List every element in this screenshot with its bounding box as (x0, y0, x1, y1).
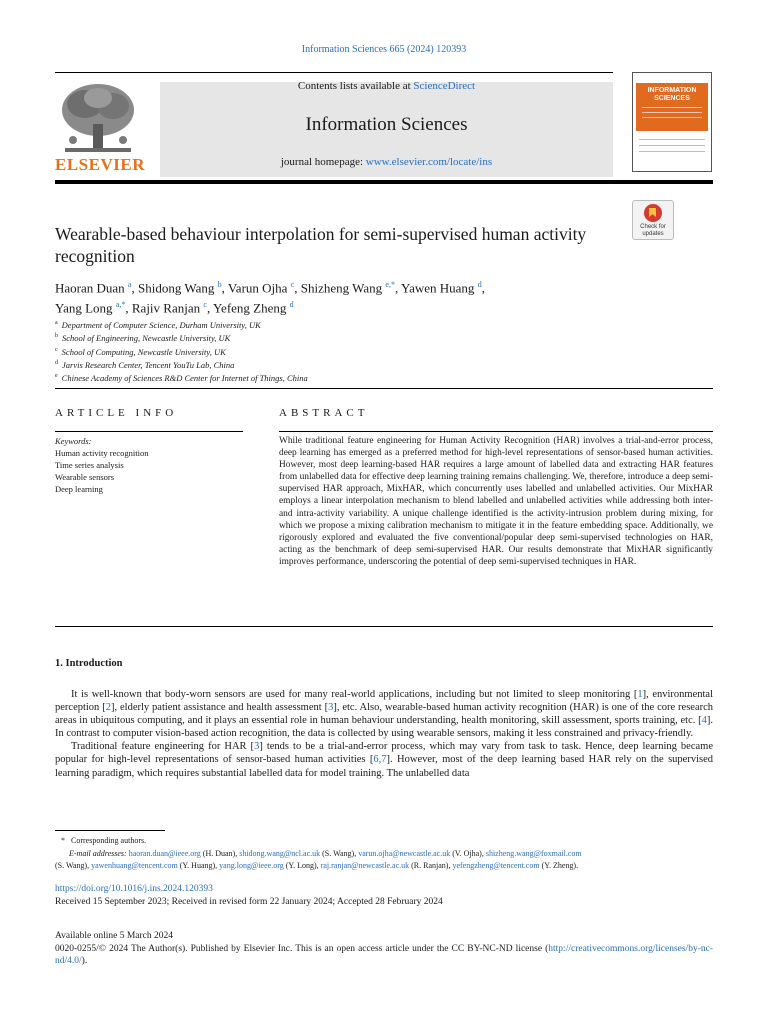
abstract-text: While traditional feature engineering for Human Activity Recognition (HAR) involves a trial-and-error process, deep learning has emerged as a preferred method for high-level representations of sensor-based human activities. However, most deep learning-based HAR requires a large amount of labelled data and extracting HAR features from unlabelled data for effective deep learning training remains challenging. We, therefore, introduce a deep semi-supervised HAR approach, MixHAR, which concurrently uses labelled and unlabelled activities. Our MixHAR employs a linear interpolation mechanism to blend labelled and unlabelled activities while addressing both inter- and intra-activity variability. A unique challenge identified is the activity-intrusion problem during mixing, for which we propose a mixing calibration mechanism to mitigate it in the feature embedding space. Additionally, we rigorously explored and evaluated the five conventional/popular deep semi-supervised technologies on HAR, acting as the benchmark of deep semi-supervised HAR. Our results demonstrate that MixHAR significantly improves performance, underscoring the potential of deep semi-supervised techniques in HAR. (279, 436, 713, 567)
keyword-item: Wearable sensors (55, 472, 115, 482)
keyword-item: Time series analysis (55, 460, 124, 470)
affiliation-key: a (55, 320, 58, 326)
email-link[interactable]: haoran.duan@ieee.org (128, 848, 201, 858)
citation-ref-link[interactable]: 3 (328, 702, 334, 714)
affiliation-text: Jarvis Research Center, Tencent YouTu Lab, China (62, 359, 235, 370)
email-link[interactable]: varun.ojha@newcastle.ac.uk (358, 848, 451, 858)
affiliation-key: d (55, 359, 58, 366)
abstract-end-rule (55, 626, 713, 627)
license-link[interactable]: http://creativecommons.org/licenses/by-nc-nd/4.0/ (55, 943, 713, 966)
footnote-rule (55, 830, 165, 831)
email-link[interactable]: yang.long@ieee.org (219, 861, 284, 870)
keyword-item: Deep learning (55, 484, 103, 494)
publication-history (55, 883, 713, 908)
cover-title: INFORMATION SCIENCES (647, 87, 697, 102)
license-block (55, 930, 713, 968)
cover-orange-panel (636, 83, 708, 131)
affiliation-text: School of Engineering, Newcastle University, UK (62, 333, 231, 344)
sciencedirect-link[interactable]: ScienceDirect (413, 80, 476, 92)
corresponding-note: * Corresponding authors. (55, 836, 147, 845)
introduction-paragraph: Traditional feature engineering for HAR [3] tends to be a trial-and-error process, which may vary from task to task. Hence, deep learning became popular for high-level representations of sensor-based human activities [6,7]. However, most of the deep learning based HAR rely on the supervised learning paradigm, which requires substantial labelled data for model training. The unlabelled data (55, 741, 713, 779)
author-affiliation-marker[interactable]: a (127, 280, 132, 289)
email-link[interactable]: shidong.wang@ncl.ac.uk (239, 848, 321, 858)
check-for-updates-label: Check for updates (640, 224, 666, 237)
citation-ref-link[interactable]: 1 (637, 689, 643, 700)
affiliation-item (55, 345, 655, 358)
author-name: Varun Ojha (227, 280, 288, 296)
author-name: Yawen Huang (401, 280, 475, 296)
citation-ref-link[interactable]: 2 (105, 702, 111, 714)
citation-ref-link[interactable]: 3 (254, 741, 260, 753)
header-rule (55, 72, 613, 73)
author-affiliation-marker[interactable]: c (290, 280, 295, 289)
cover-bottom-lines (639, 139, 705, 157)
homepage-link[interactable]: www.elsevier.com/locate/ins (365, 156, 493, 168)
email-link[interactable]: yawenhuang@tencent.com (91, 861, 178, 870)
affiliation-item (55, 331, 655, 344)
affiliation-key: c (55, 346, 58, 353)
author-name: Shizheng Wang (300, 280, 383, 296)
contents-prefix: Contents lists available at (297, 80, 414, 92)
bookmark-icon (644, 204, 662, 222)
introduction-body (55, 688, 713, 780)
email-link[interactable]: raj.ranjan@newcastle.ac.uk (320, 861, 410, 870)
author-affiliation-marker[interactable]: d (289, 300, 294, 310)
affiliation-text: School of Computing, Newcastle University, UK (61, 346, 226, 357)
author-affiliation-marker[interactable]: b (217, 280, 222, 289)
abstract-rule (279, 431, 713, 432)
author-affiliation-marker[interactable]: d (477, 280, 482, 289)
author-name: Yang Long (55, 300, 113, 316)
header-rule-thick (55, 180, 713, 184)
homepage-prefix: journal homepage: (280, 156, 366, 168)
footnotes (55, 835, 713, 873)
doi-link[interactable]: https://doi.org/10.1016/j.ins.2024.120393 (55, 884, 213, 894)
email-link[interactable]: shizheng.wang@foxmail.com (485, 848, 582, 858)
affiliation-key: e (55, 373, 58, 380)
article-info-heading: ARTICLE INFO (55, 407, 178, 419)
keyword-item: Human activity recognition (55, 448, 149, 458)
article-title: Wearable-based behaviour interpolation for semi-supervised human activity recognition (55, 224, 587, 266)
affiliation-text: Chinese Academy of Sciences R&D Center for Internet of Things, China (61, 373, 308, 384)
keywords-block (55, 435, 255, 495)
author-list: Haoran Duan $^a$, Shidong Wang $^b$, Varun Ojha $^c$, Shizheng Wang $^{e,*}$, Yawen Huang $^d$, Yang Long $^{a,*}$, Rajiv Ranjan $^c$, Yefeng Zheng $^d$ (55, 280, 485, 316)
keywords-label: Keywords: (55, 436, 92, 446)
homepage-line (160, 156, 613, 168)
journal-name: Information Sciences (305, 114, 468, 135)
author-name: Shidong Wang (137, 280, 215, 296)
author-affiliation-marker[interactable]: c (203, 300, 207, 310)
received-dates: Received 15 September 2023; Received in revised form 22 January 2024; Accepted 28 February 2024 (55, 896, 443, 907)
available-online: Available online 5 March 2024 (55, 931, 174, 941)
introduction-paragraph: It is well-known that body-worn sensors are used for many real-world applications, including but not limited to sleep monitoring [1], environmental perception [2], elderly patient assistance and health assessment [3], etc. Also, wearable-based human activity recognition (HAR) is one of the core research areas in ubiquitous computing, and it plays an essential role in human behaviour understanding, health monitoring, skill assessment, sports training, etc. [4]. In contrast to computer vision-based action recognition, the data is collected by using wearable sensors, making it less constrained and privacy-friendly. (55, 689, 714, 740)
journal-citation-link[interactable]: Information Sciences 665 (2024) 120393 (301, 44, 467, 55)
affiliation-text: Department of Computer Science, Durham University, UK (61, 319, 261, 330)
email-note: E-mail addresses: haoran.duan@ieee.org (H. Duan), shidong.wang@ncl.ac.uk (S. Wang), varun.ojha@newcastle.ac.uk (V. Ojha), shizheng.wang@foxmail.com (S. Wang), yawenhuang@tencent.com (Y. Huang), yang.long@ieee.org (Y. Long), raj.ranjan@newcastle.ac.uk (R. Ranjan), yefengzheng@tencent.com (Y. Zheng). (55, 848, 582, 870)
license-text: 0020-0255/© 2024 The Author(s). Published by Elsevier Inc. This is an open access article under the CC BY-NC-ND license (http://creativecommons.org/licenses/by-nc-nd/4.0/). (55, 943, 713, 966)
contents-line (160, 80, 613, 92)
author-name: Yefeng Zheng (212, 300, 287, 316)
journal-cover-thumbnail (632, 72, 712, 172)
author-name: Rajiv Ranjan (131, 300, 201, 316)
abstract-heading: ABSTRACT (279, 407, 369, 419)
affiliation-item (55, 358, 655, 371)
citation-ref-link[interactable]: 4 (701, 715, 707, 727)
cover-lines (642, 107, 702, 122)
author-affiliation-marker[interactable]: a,* (115, 300, 126, 310)
author-name: Haoran Duan (55, 280, 125, 296)
elsevier-wordmark: ELSEVIER (55, 155, 145, 174)
article-info-rule (55, 431, 243, 432)
affiliation-item (55, 318, 655, 331)
email-link[interactable]: yefengzheng@tencent.com (452, 861, 540, 870)
affiliation-list (55, 318, 655, 385)
author-affiliation-marker[interactable]: e,* (385, 280, 395, 289)
check-for-updates-button[interactable] (632, 200, 674, 240)
affiliation-item (55, 371, 655, 384)
introduction-heading: 1. Introduction (55, 658, 123, 669)
citation-ref-link[interactable]: 6,7 (373, 754, 387, 766)
section-rule (55, 388, 713, 389)
affiliation-key: b (55, 333, 58, 340)
